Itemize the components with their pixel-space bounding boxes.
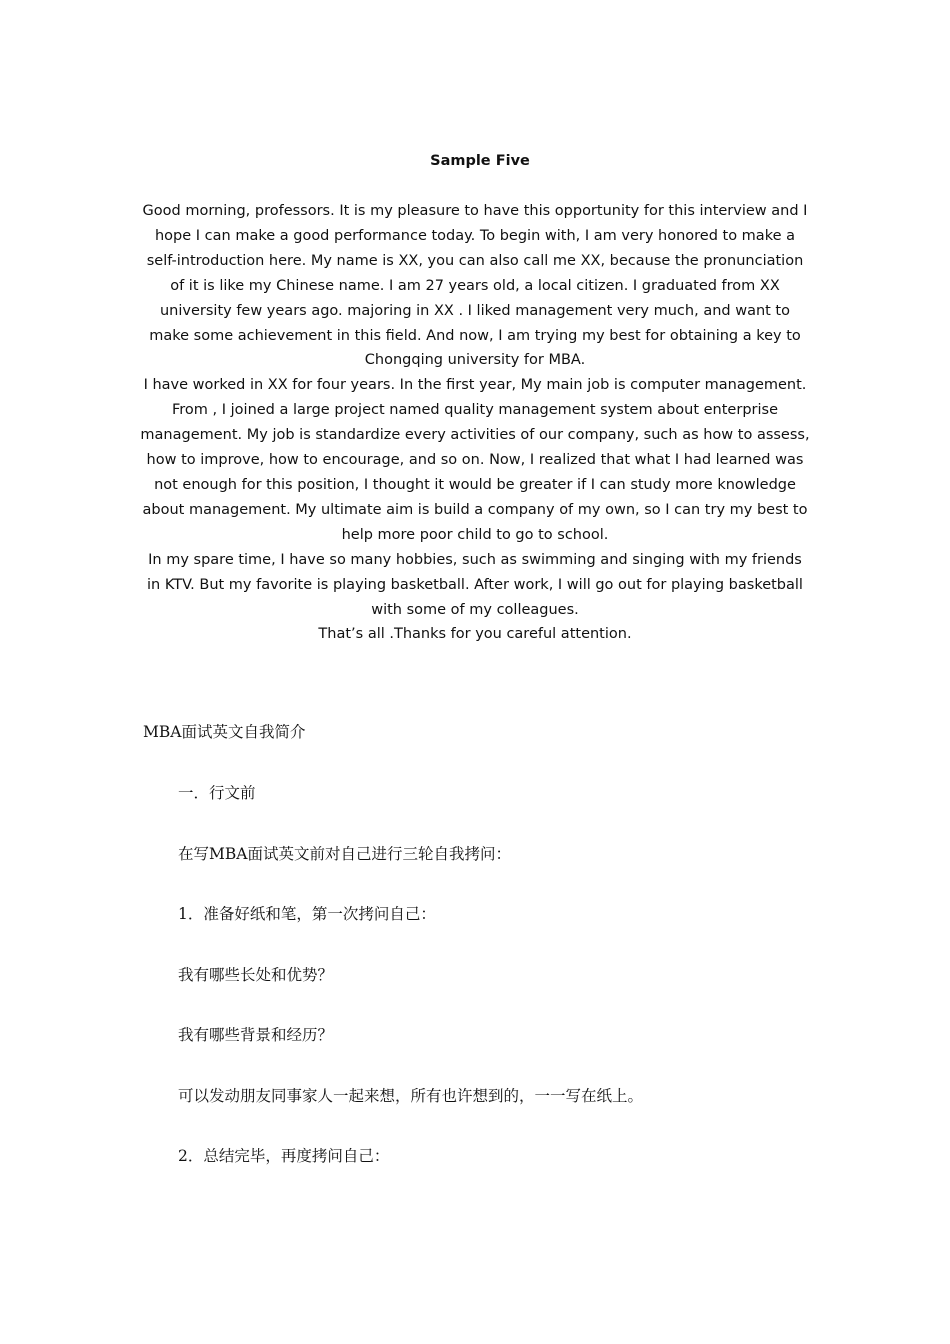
chinese-heading: MBA面试英文自我简介 bbox=[143, 723, 306, 741]
english-self-introduction bbox=[140, 199, 810, 647]
chinese-line: 可以发动朋友同事家人一起来想，所有也许想到的，一一写在纸上。 bbox=[178, 1087, 644, 1105]
chinese-line: 2．总结完毕，再度拷问自己： bbox=[178, 1147, 390, 1165]
chinese-line: 我有哪些背景和经历？ bbox=[178, 1026, 334, 1044]
document-title: Sample Five bbox=[430, 153, 530, 169]
paragraph-closing: That’s all .Thanks for you careful attention. bbox=[318, 626, 632, 643]
paragraph-hobbies: In my spare time, I have so many hobbies, such as swimming and singing with my friends in KTV. But my favorite is playing basketball. After work, I will go out for playing basketball with some of my colleagues. bbox=[147, 551, 803, 618]
chinese-line: 在写MBA面试英文前对自己进行三轮自我拷问： bbox=[178, 845, 511, 863]
chinese-line: 我有哪些长处和优势？ bbox=[178, 966, 334, 984]
paragraph-work-experience: I have worked in XX for four years. In the first year, My main job is computer management. From , I joined a large project named quality management system about enterprise management. My job is standardize every activities of our company, such as how to assess, how to improve, how to encourage, and so on. Now, I realized that what I had learned was not enough for this position, I thought it would be greater if I can study more knowledge about management. My ultimate aim is build a company of my own, so I can try my best to help more poor child to go to school. bbox=[140, 377, 810, 543]
paragraph-introduction: Good morning, professors. It is my pleasure to have this opportunity for this interview and I hope I can make a good performance today. To begin with, I am very honored to make a self-introduction here. My name is XX, you can also call me XX, because the pronunciation of it is like my Chinese name. I am 27 years old, a local citizen. I graduated from XX university few years ago. majoring in XX . I liked management very much, and want to make some achievement in this field. And now, I am trying my best for obtaining a key to Chongqing university for MBA. bbox=[142, 203, 808, 369]
chinese-line: 1．准备好纸和笔，第一次拷问自己： bbox=[178, 905, 436, 923]
section-one-heading: 一．行文前 bbox=[178, 784, 256, 802]
